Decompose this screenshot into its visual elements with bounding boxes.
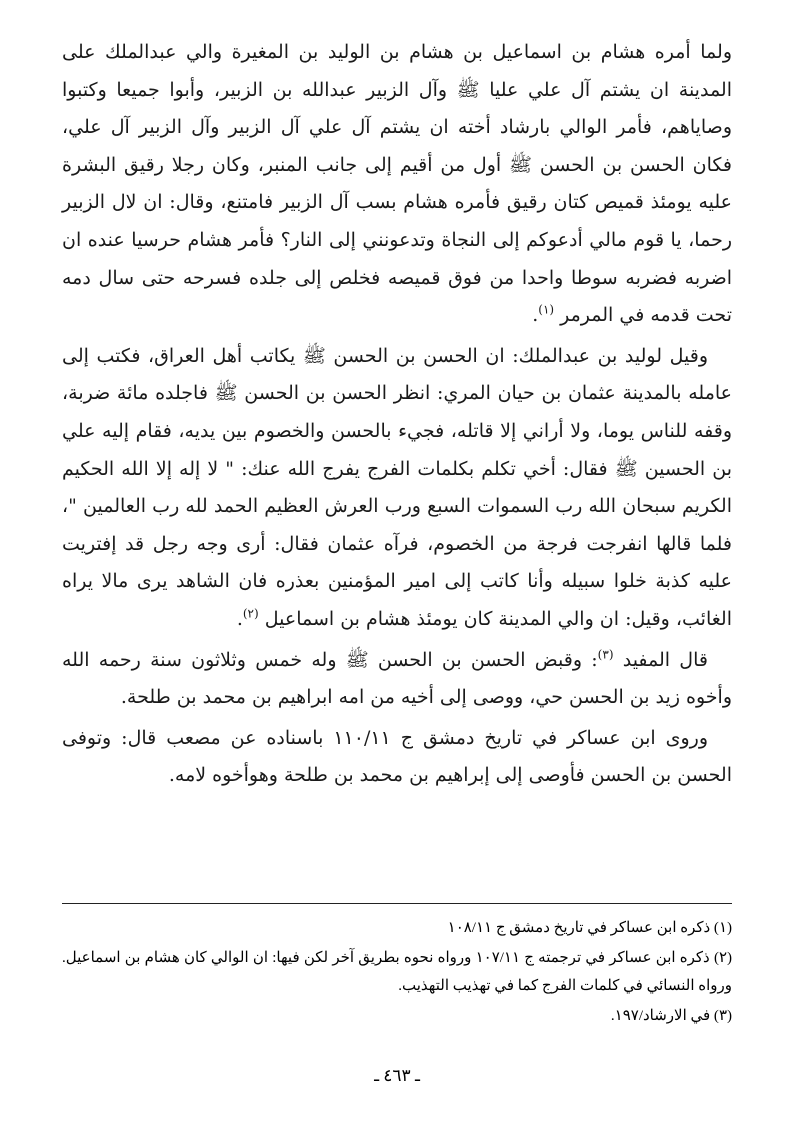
footnote-ref-3: (٣) <box>597 647 614 662</box>
footnotes <box>62 914 732 1032</box>
paragraph-4: وروى ابن عساكر في تاريخ دمشق ج ١١٠/١١ باسناده عن مصعب قال: وتوفى الحسن بن الحسن فأوصى إلى إبراهيم بن محمد بن طلحة وهوأخوه لامه. <box>62 726 732 787</box>
paragraph-2 <box>62 338 732 639</box>
paragraph-3-text-after: : وقبض الحسن بن الحسن ﷺ وله خمس وثلاثون سنة رحمه الله وأخوه زيد بن الحسن حي، ووصى إلى أخيه من امه ابراهيم بن محمد بن طلحة. <box>62 648 732 709</box>
footnote-ref-1: (١) <box>538 302 555 317</box>
paragraph-3-text-before: قال المفيد <box>622 648 708 671</box>
main-text <box>62 34 732 795</box>
footnote-2: (٢) ذكره ابن عساكر في ترجمته ج ١٠٧/١١ ورواه نحوه بطريق آخر لكن فيها: ان الوالي كان هشام بن اسماعيل. ورواه النسائي في كلمات الفرج كما في تهذيب التهذيب. <box>62 950 732 994</box>
footnote-ref-2: (٢) <box>242 606 259 621</box>
paragraph-1 <box>62 34 732 335</box>
paragraph-1-end: . <box>532 304 539 327</box>
footnote-divider <box>62 903 732 904</box>
paragraph-2-end: . <box>236 607 243 630</box>
paragraph-1-text: ولما أمره هشام بن اسماعيل بن هشام بن الوليد بن المغيرة والي عبدالملك على المدينة ان يشتم آل علي عليا ﷺ وآل الزبير عبدالله بن الزبير، وأبوا جميعا وكتبوا وصاياهم، فأمر الوالي بارشاد أخته ان يشتم آل علي آل الزبير وآل الزبير آل علي، فكان الحسن بن الحسن ﷺ أول من أقيم إلى جانب المنبر، وكان رجلا رقيق البشرة عليه يومئذ قميص كتان رقيق فأمره هشام بسب آل الزبير فامتنع، وقال: ان لال الزبير رحما، يا قوم مالي أدعوكم إلى النجاة وتدعونني إلى النار؟ فأمر هشام حرسيا عنده ان اضربه فضربه سوطا واحدا من فوق قميصه فخلص إلى جلده فسرحه حتى سال دمه تحت قدمه في المرمر <box>62 41 732 327</box>
page-number: ـ ٤٦٣ ـ <box>374 1066 420 1085</box>
footnote-3: (٣) في الارشاد/١٩٧. <box>610 1008 732 1024</box>
paragraph-2-text: وقيل لوليد بن عبدالملك: ان الحسن بن الحسن ﷺ يكاتب أهل العراق، فكتب إلى عامله بالمدينة عثمان بن حيان المري: انظر الحسن بن الحسن ﷺ فاجلده مائة ضربة، وقفه للناس يوما، ولا أراني إلا قاتله، فجيء بالحسن والخصوم بين يديه، فقام إليه علي بن الحسين ﷺ فقال: أخي تكلم بكلمات الفرج يفرج الله عنك: " لا إله إلا الله الحكيم الكريم سبحان الله رب السموات السبع ورب العرش العظيم الحمد لله رب العالمين "، فلما قالها انفرجت فرجة من الخصوم، فرآه عثمان فقال: أرى وجه رجل قد إفتريت عليه كذبة خلوا سبيله وأنا كاتب إلى امير المؤمنين بعذره فان الشاهد يرى مالا يراه الغائب، وقيل: ان والي المدينة كان يومئذ هشام بن اسماعيل <box>62 344 732 630</box>
footnote-1: (١) ذكره ابن عساكر في تاريخ دمشق ج ١٠٨/١١ <box>447 920 732 936</box>
paragraph-3 <box>62 642 732 717</box>
